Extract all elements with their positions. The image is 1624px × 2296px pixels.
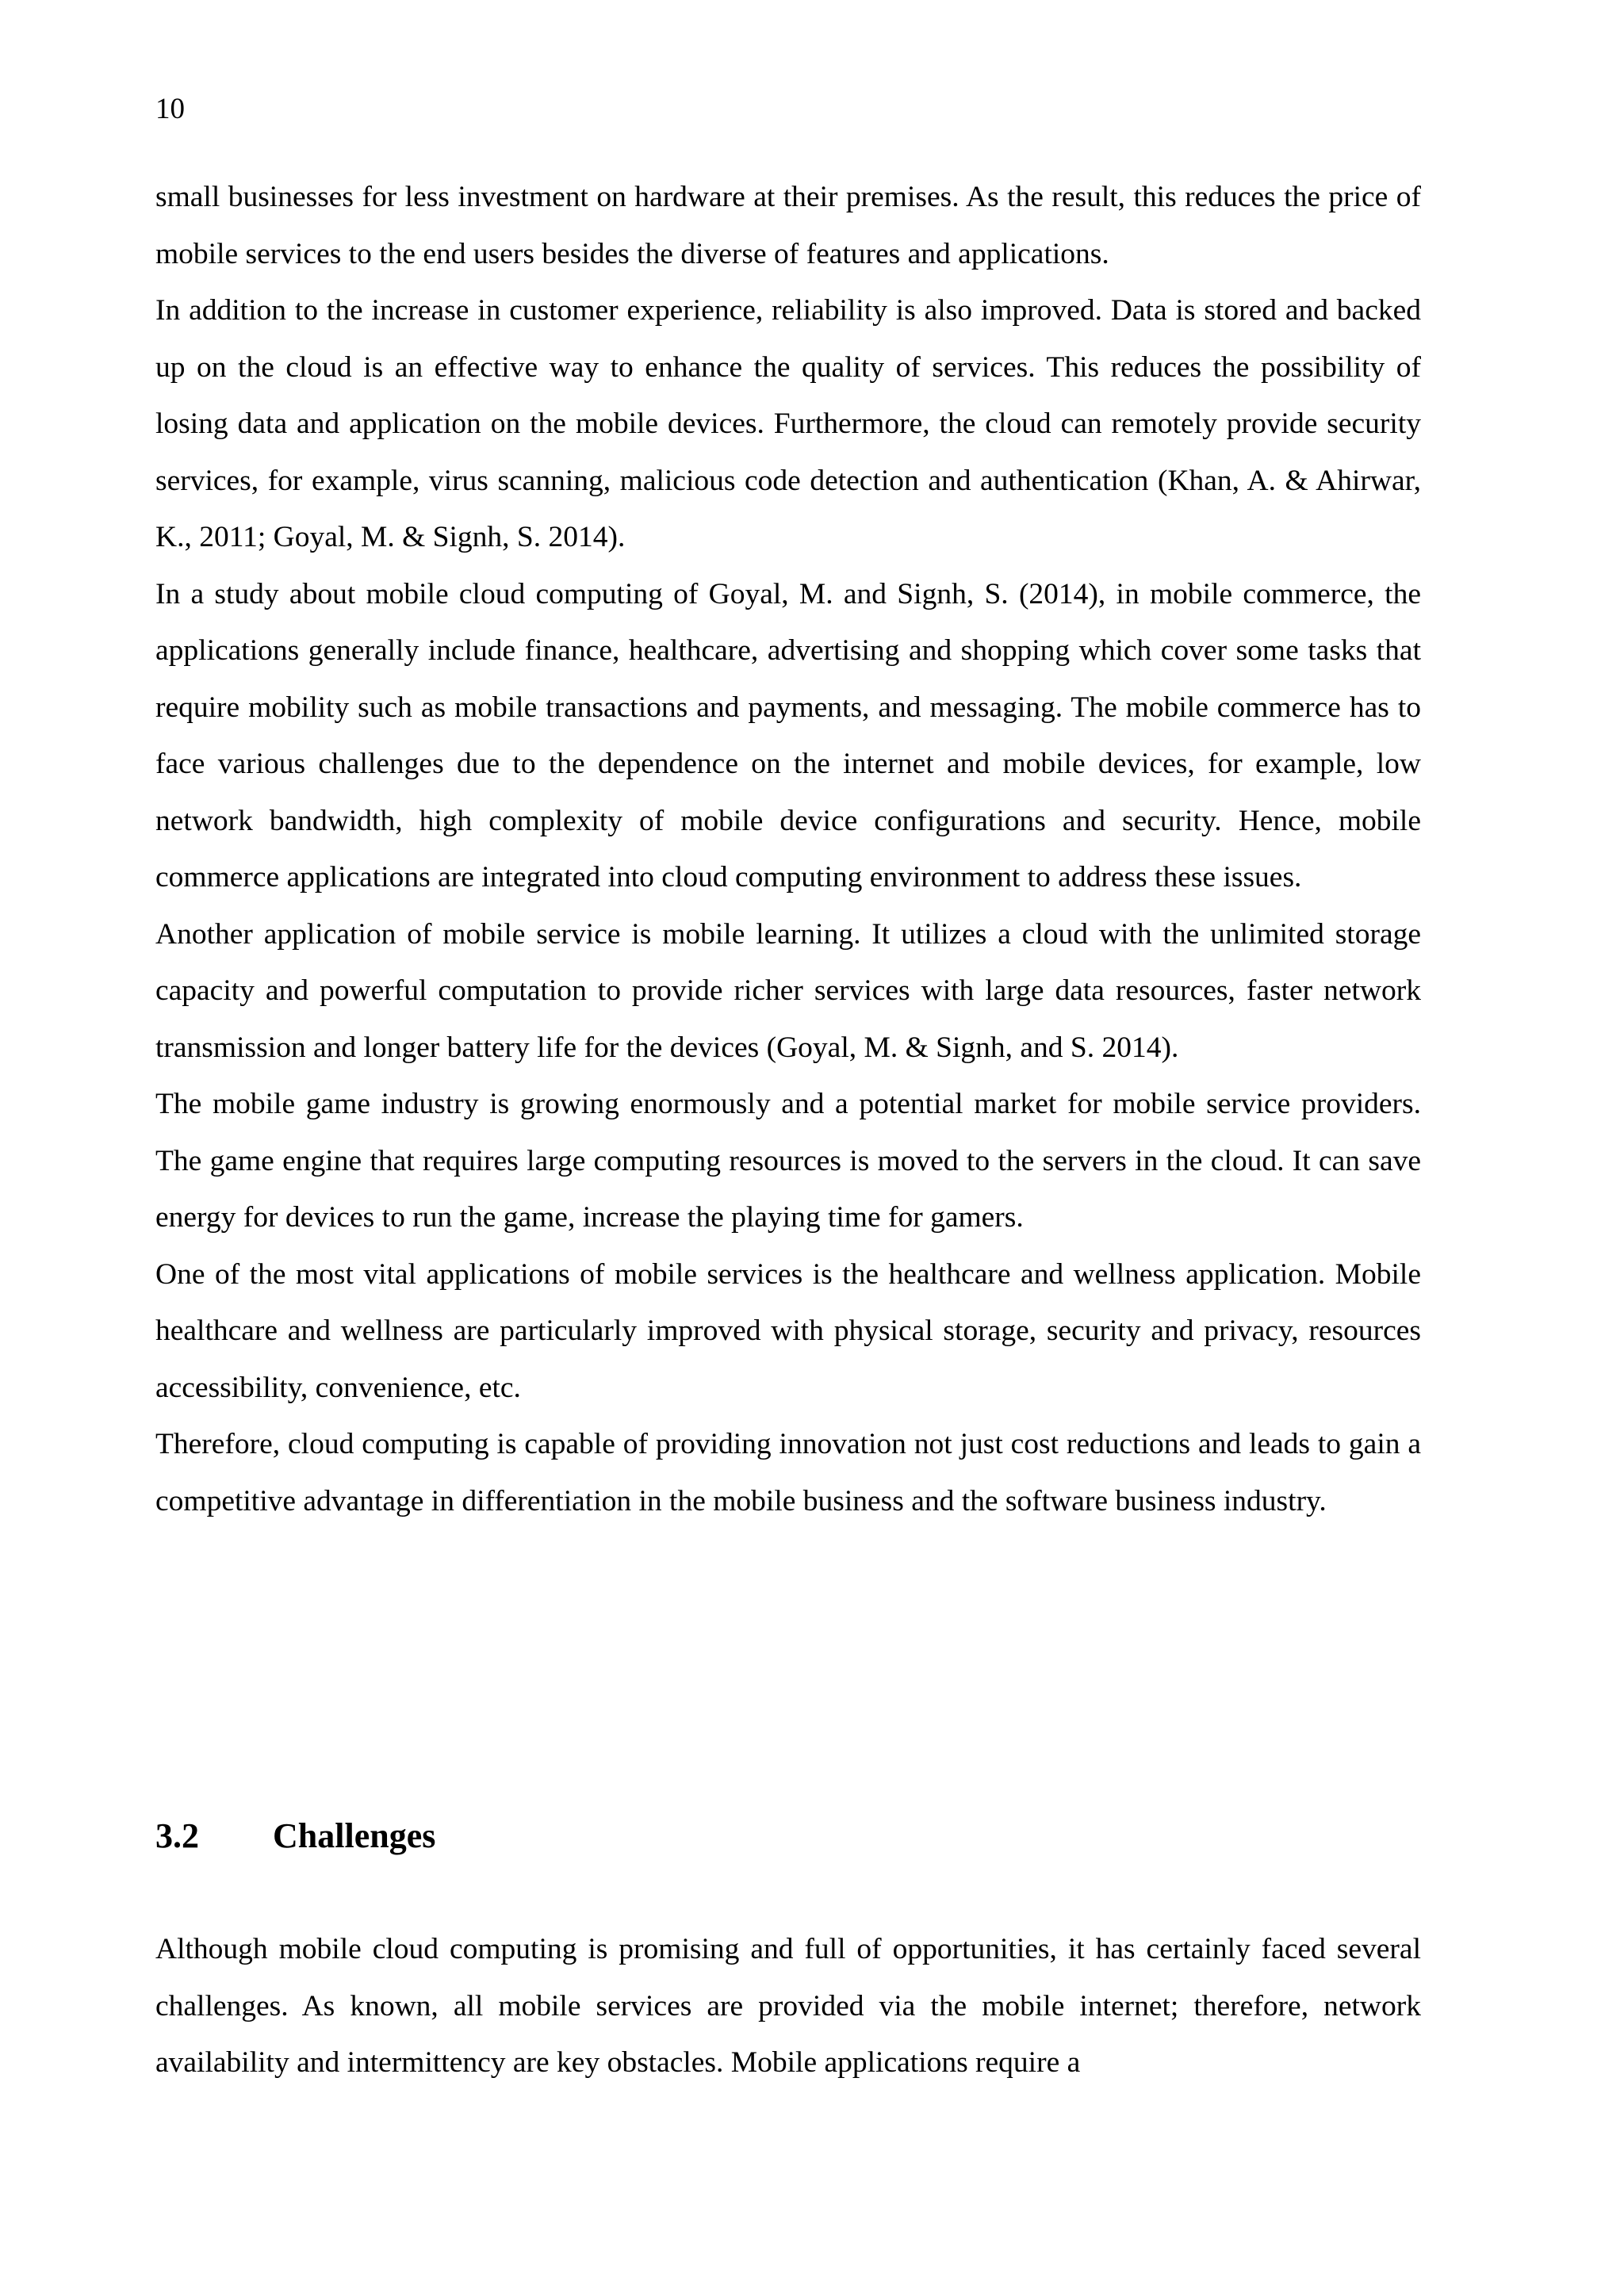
section-title: Challenges <box>273 1816 436 1855</box>
page-number: 10 <box>155 93 185 125</box>
section-number: 3.2 <box>155 1816 199 1855</box>
section-heading <box>155 1812 435 1860</box>
paragraph-challenges-intro: Although mobile cloud computing is promising and full of opportunities, it has certainly faced several challenges. As known, all mobile services are provided via the mobile internet; therefore, network availability and intermittency are key obstacles. Mobile applications require a <box>155 1933 1421 2079</box>
paragraph-reliability: In addition to the increase in customer experience, reliability is also improved. Data is stored and backed up on the cloud is an effective way to enhance the quality of services. This reduces the possibility of losing data and application on the mobile devices. Furthermore, the cloud can remotely provide security services, for example, virus scanning, malicious code detection and authentication (Khan, A. & Ahirwar, K., 2011; Goyal, M. & Signh, S. 2014). <box>155 294 1421 553</box>
paragraph-mobile-commerce: In a study about mobile cloud computing of Goyal, M. and Signh, S. (2014), in mobile commerce, the applications generally include finance, healthcare, advertising and shopping which cover some tasks that require mobility such as mobile transactions and payments, and messaging. The mobile commerce has to face various challenges due to the dependence on the internet and mobile devices, for example, low network bandwidth, high complexity of mobile device configurations and security. Hence, mobile commerce applications are integrated into cloud computing environment to address these issues. <box>155 577 1421 894</box>
paragraph-conclusion: Therefore, cloud computing is capable of providing innovation not just cost reductions and leads to gain a competitive advantage in differentiation in the mobile business and the software business industry. <box>155 1428 1421 1517</box>
section-body-text <box>155 1921 1421 2091</box>
paragraph-cost-reduction: small businesses for less investment on hardware at their premises. As the result, this reduces the price of mobile services to the end users besides the diverse of features and applications. <box>155 181 1421 270</box>
body-text <box>155 169 1421 1529</box>
paragraph-mobile-learning: Another application of mobile service is mobile learning. It utilizes a cloud with the unlimited storage capacity and powerful computation to provide richer services with large data resources, faster network transmission and longer battery life for the devices (Goyal, M. & Signh, and S. 2014). <box>155 917 1421 1064</box>
paragraph-healthcare: One of the most vital applications of mobile services is the healthcare and wellness application. Mobile healthcare and wellness are particularly improved with physical storage, security and privacy, resources accessibility, convenience, etc. <box>155 1257 1421 1404</box>
paragraph-mobile-game: The mobile game industry is growing enormously and a potential market for mobile service providers. The game engine that requires large computing resources is moved to the servers in the cloud. It can save energy for devices to run the game, increase the playing time for gamers. <box>155 1088 1421 1234</box>
